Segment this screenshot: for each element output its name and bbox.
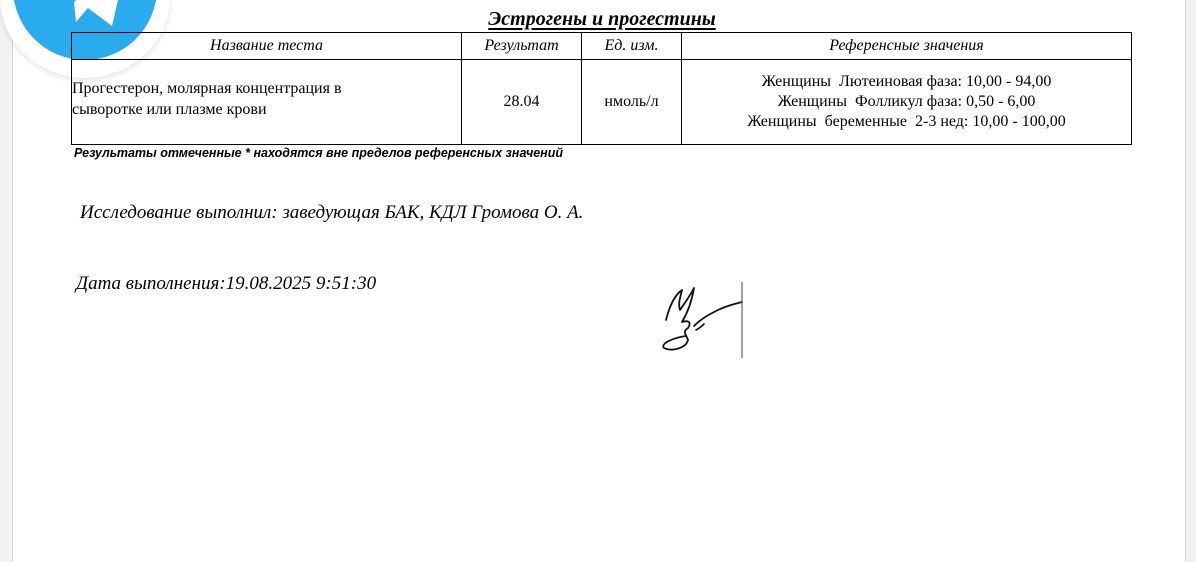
reference-line: Женщины Лютеиновая фаза: 10,00 - 94,00 [761, 73, 1052, 90]
unit-value: нмоль/л [582, 60, 682, 145]
header-reference: Референсные значения [682, 33, 1132, 60]
table-row [72, 60, 1132, 145]
signature-icon [652, 280, 752, 362]
results-table [71, 32, 1132, 145]
section-title: Эстрогены и прогестины [488, 8, 716, 30]
test-name-cell [72, 60, 462, 145]
performed-by: Исследование выполнил: заведующая БАК, КДЛ Громова О. А. [80, 202, 584, 223]
header-result: Результат [462, 33, 582, 60]
header-test-name: Название теста [72, 33, 462, 60]
completion-date: Дата выполнения:19.08.2025 9:51:30 [76, 273, 377, 294]
table-header-row [72, 33, 1132, 60]
reference-values-cell [682, 60, 1132, 145]
reference-line: Женщины Фолликул фаза: 0,50 - 6,00 [777, 93, 1036, 110]
header-unit: Ед. изм. [582, 33, 682, 60]
footnote: Результаты отмеченные * находятся вне пределов референсных значений [74, 146, 564, 160]
result-value: 28.04 [462, 60, 582, 145]
reference-line: Женщины беременные 2-3 нед: 10,00 - 100,00 [747, 113, 1066, 130]
test-name-line: Прогестерон, молярная концентрация в [72, 80, 342, 97]
test-name-line: сыворотке или плазме крови [72, 101, 267, 118]
